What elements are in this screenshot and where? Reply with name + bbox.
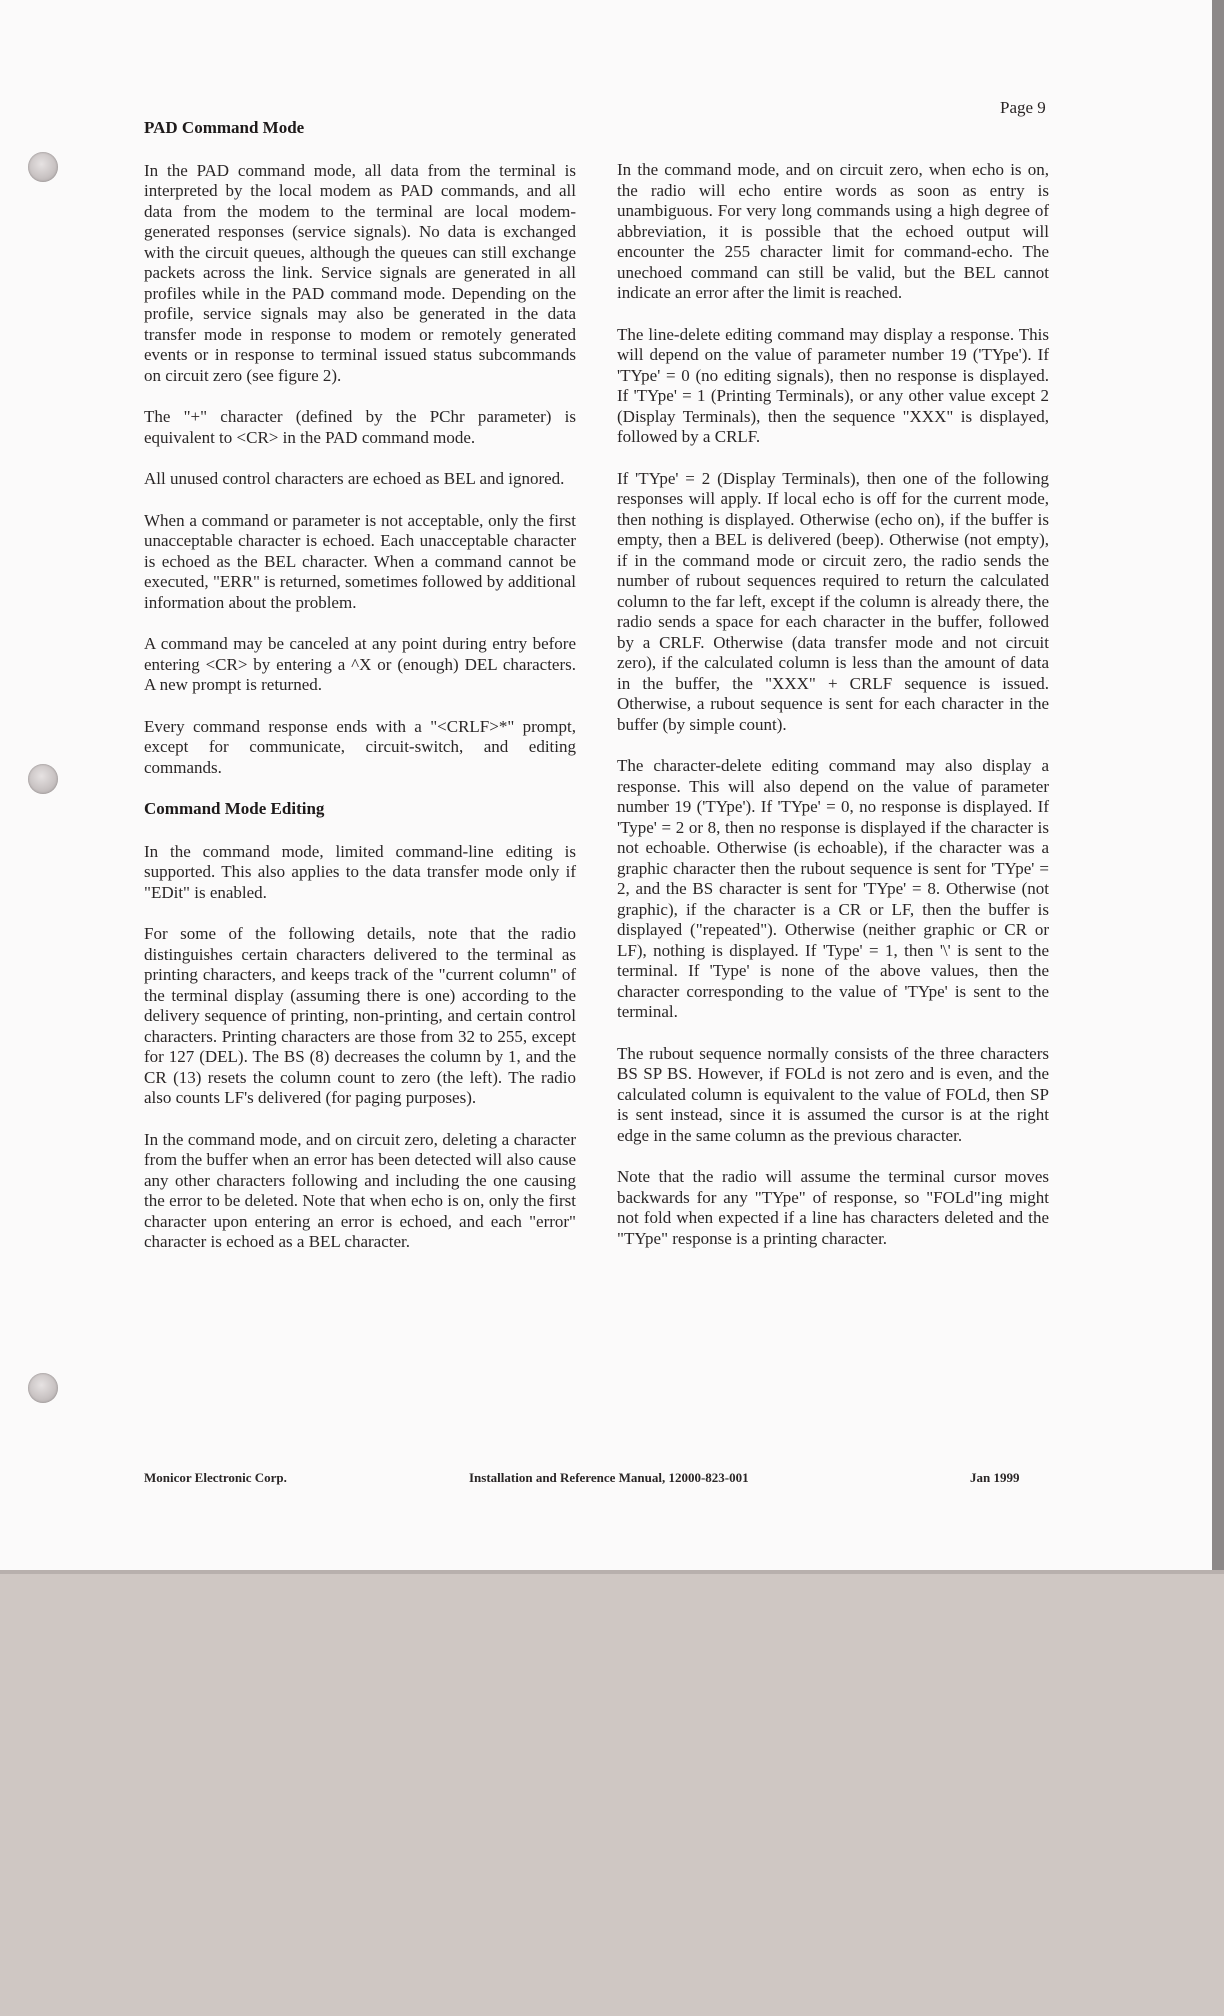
paragraph: The line-delete editing command may display a response. This will depend on the value of parameter number 19 ('TYpe'). If 'TYpe' = 0 (no editing signals), then no response is displayed. If 'TYpe' = 1 (Printing Terminals), or any other value except 2 (Display Terminals), then the sequence "XXX" is displayed, followed by a CRLF. bbox=[617, 324, 1049, 446]
page-number: Page 9 bbox=[1000, 98, 1046, 117]
punch-hole bbox=[28, 1373, 58, 1403]
right-column bbox=[617, 160, 1049, 1270]
paragraph: Every command response ends with a "<CRLF>*" prompt, except for communicate, circuit-switch, and editing commands. bbox=[144, 716, 576, 777]
paragraph: In the command mode, and on circuit zero, when echo is on, the radio will echo entire words as soon as entry is unambiguous. For very long commands using a high degree of abbreviation, it is possible that the echoed output will encounter the 255 character limit for command-echo. The unechoed command can still be valid, but the BEL cannot indicate an error after the limit is reached. bbox=[617, 160, 1049, 302]
paragraph: In the command mode, limited command-line editing is supported. This also applies to the data transfer mode only if "EDit" is enabled. bbox=[144, 841, 576, 902]
paragraph: The "+" character (defined by the PChr parameter) is equivalent to <CR> in the PAD command mode. bbox=[144, 407, 576, 447]
paragraph: When a command or parameter is not acceptable, only the first unacceptable character is echoed. Each unacceptable character is echoed as the BEL character. When a command cannot be executed, "ERR" is returned, sometimes followed by additional information about the problem. bbox=[144, 510, 576, 612]
left-column bbox=[144, 118, 576, 1274]
page-bottom-edge bbox=[0, 1570, 1224, 1574]
paragraph: All unused control characters are echoed as BEL and ignored. bbox=[144, 469, 565, 488]
paragraph: A command may be canceled at any point during entry before entering <CR> by entering a ^X or (enough) DEL characters. A new prompt is returned. bbox=[144, 634, 576, 694]
section-heading-command-mode-editing: Command Mode Editing bbox=[144, 799, 325, 818]
paragraph: The rubout sequence normally consists of the three characters BS SP BS. However, if FOLd is not zero and is even, and the calculated column is equivalent to the value of FOLd, then SP is sent instead, since it is assumed the cursor is at the right edge in the same column as the previous character. bbox=[617, 1043, 1049, 1145]
footer-manual-title: Installation and Reference Manual, 12000-823-001 bbox=[469, 1470, 749, 1485]
paragraph: In the PAD command mode, all data from the terminal is interpreted by the local modem as PAD commands, and all data from the modem to the terminal are local modem-generated responses (service signals). No data is exchanged with the circuit queues, although the queues can still exchange packets across the link. Service signals are generated in all profiles while in the PAD command mode. Depending on the profile, service signals may also be generated in the data transfer mode in response to modem or remotely generated events or in response to terminal issued status subcommands on circuit zero (see figure 2). bbox=[144, 160, 576, 385]
page-edge-shadow bbox=[1212, 0, 1224, 1572]
footer-company: Monicor Electronic Corp. bbox=[144, 1470, 287, 1485]
paragraph: If 'TYpe' = 2 (Display Terminals), then one of the following responses will apply. If local echo is off for the current mode, then nothing is displayed. Otherwise (echo on), if the buffer is empty, then a BEL is delivered (beep). Otherwise (not empty), if in the command mode or circuit zero, the radio sends the number of rubout sequences required to return the calculated column to the far left, except if the column is already there, the radio sends a space for each character in the buffer, followed by a CRLF. Otherwise (data transfer mode and not circuit zero), if the calculated column is less than the amount of data in the buffer, the "XXX" + CRLF sequence is issued. Otherwise, a rubout sequence is sent for each character in the buffer (by simple count). bbox=[617, 468, 1049, 734]
punch-hole bbox=[28, 152, 58, 182]
paragraph: In the command mode, and on circuit zero, deleting a character from the buffer when an error has been detected will also cause any other characters following and including the one causing the error to be deleted. Note that when echo is on, only the first character upon entering an error is echoed, and each "error" character is echoed as a BEL character. bbox=[144, 1129, 576, 1251]
paragraph: Note that the radio will assume the terminal cursor moves backwards for any "TYpe" of response, so "FOLd"ing might not fold when expected if a line has characters deleted and the "TYpe" response is a printing character. bbox=[617, 1167, 1049, 1248]
paragraph: For some of the following details, note that the radio distinguishes certain characters delivered to the terminal as printing characters, and keeps track of the "current column" of the terminal display (assuming there is one) according to the delivery sequence of printing, non-printing, and certain control characters. Printing characters are those from 32 to 255, except for 127 (DEL). The BS (8) decreases the column by 1, and the CR (13) resets the column count to zero (the left). The radio also counts LF's delivered (for paging purposes). bbox=[144, 924, 576, 1107]
paragraph: The character-delete editing command may also display a response. This will also depend on the value of parameter number 19 ('TYpe'). If 'TYpe' = 0, no response is displayed. If 'Type' = 2 or 8, then no response is displayed if the character is not echoable. Otherwise (is echoable), if the character was a graphic character then the rubout sequence is sent for 'TYpe' = 2, and the BS character is sent for 'TYpe' = 8. Otherwise (not graphic), if the character is a CR or LF, then the buffer is displayed ("repeated"). Otherwise (neither graphic or CR or LF), nothing is displayed. If 'Type' = 1, then '\' is sent to the terminal. If 'Type' is none of the above values, then the character corresponding to the value of 'TYpe' is sent to the terminal. bbox=[617, 756, 1049, 1021]
punch-hole bbox=[28, 764, 58, 794]
footer-date: Jan 1999 bbox=[970, 1470, 1020, 1485]
section-heading-pad-command-mode: PAD Command Mode bbox=[144, 118, 305, 137]
